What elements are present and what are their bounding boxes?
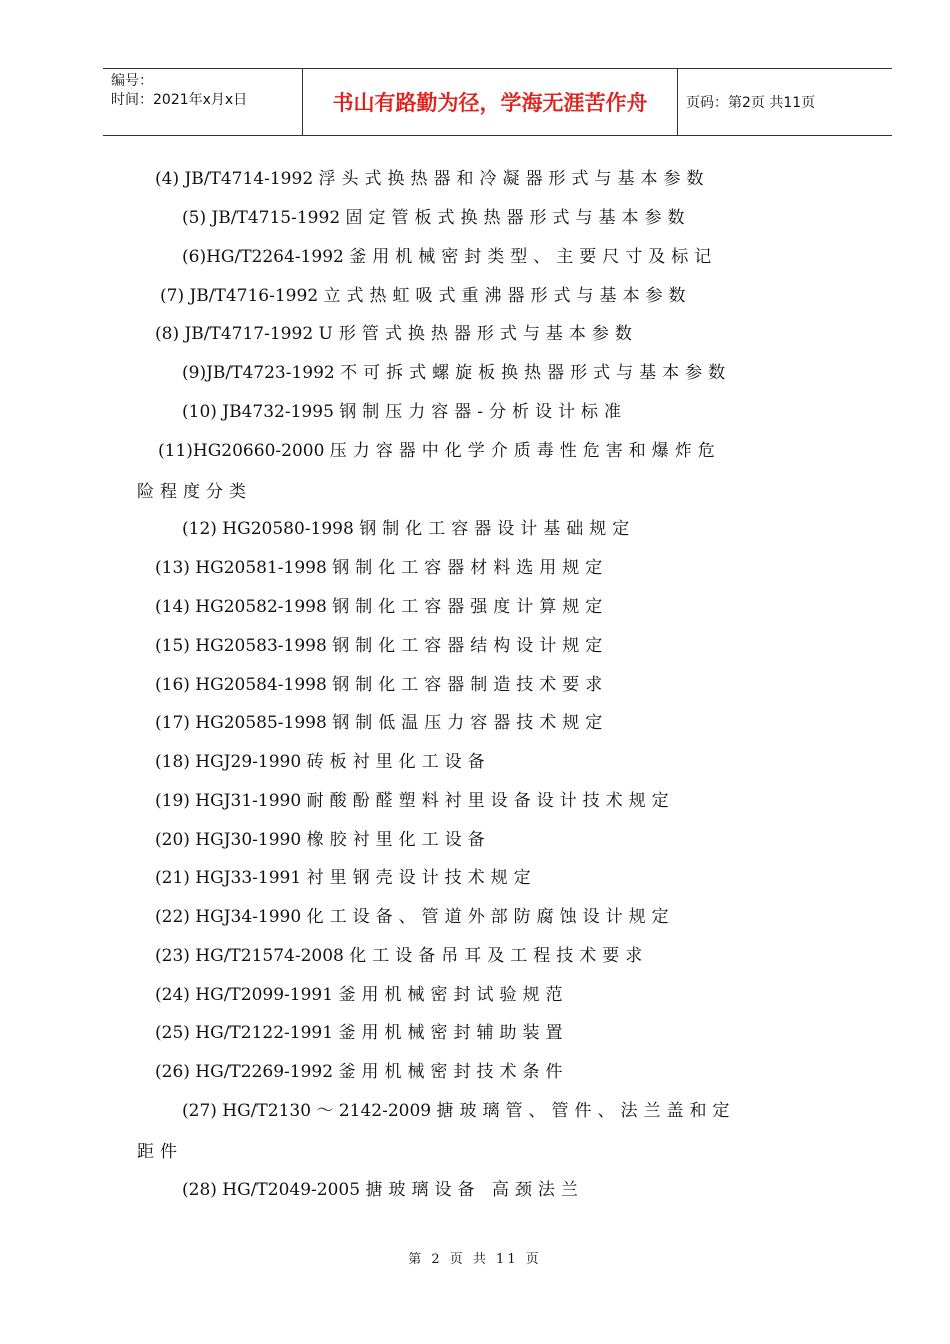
list-item <box>182 1179 584 1201</box>
header-page-info: 页码：第2页 共11页 <box>686 95 816 111</box>
list-item <box>182 362 731 384</box>
standard-title: 釜用机械密封技术条件 <box>338 1062 569 1082</box>
page-header <box>103 68 892 136</box>
standard-title: 砖板衬里化工设备 <box>306 752 491 772</box>
standard-code: (14) HG20582-1998 <box>155 597 327 617</box>
standard-title: 化工设备、管道外部防腐蚀设计规定 <box>306 907 675 927</box>
standard-code: (18) HGJ29-1990 <box>155 752 302 772</box>
standard-title: 浮头式换热器和冷凝器形式与基本参数 <box>318 169 710 189</box>
list-item <box>155 168 710 190</box>
standard-title-continuation: 险程度分类 <box>137 482 252 502</box>
list-item <box>155 1061 568 1083</box>
standard-code: (10) JB4732-1995 <box>182 402 334 422</box>
list-item <box>155 790 675 812</box>
list-item <box>155 323 638 345</box>
standard-code: (15) HG20583-1998 <box>155 636 327 656</box>
page-footer: 第 2 页 共 11 页 <box>408 1252 542 1267</box>
standard-title: 压力容器中化学介质毒性危害和爆炸危 <box>329 441 721 461</box>
standard-code: (5) JB/T4715-1992 <box>182 208 341 228</box>
standard-title: 耐酸酚醛塑料衬里设备设计技术规定 <box>306 791 675 811</box>
list-item <box>155 906 675 928</box>
standard-code: (17) HG20585-1998 <box>155 713 327 733</box>
list-item <box>155 635 608 657</box>
standard-title: 不可拆式螺旋板换热器形式与基本参数 <box>340 363 732 383</box>
standard-title: 搪玻璃管、管件、法兰盖和定 <box>436 1101 736 1121</box>
standard-title-continuation: 距件 <box>137 1142 183 1162</box>
list-item <box>160 285 692 307</box>
list-item <box>182 1100 736 1122</box>
standard-code: (7) JB/T4716-1992 <box>160 286 319 306</box>
standard-code: (4) JB/T4714-1992 <box>155 169 314 189</box>
standard-code: (21) HGJ33-1991 <box>155 868 302 888</box>
list-item <box>155 984 568 1006</box>
number-label: 编号： <box>111 73 153 89</box>
list-item-continuation <box>137 481 252 503</box>
standard-code: (9)JB/T4723-1992 <box>182 363 335 383</box>
standard-code: (12) HG20580-1998 <box>182 519 354 539</box>
list-item <box>155 674 608 696</box>
standard-title: 钢制化工容器设计基础规定 <box>359 519 636 539</box>
standard-code: (20) HGJ30-1990 <box>155 830 302 850</box>
standard-code: (8) JB/T4717-1992 <box>155 324 314 344</box>
standard-code: (6)HG/T2264-1992 <box>182 247 344 267</box>
list-item <box>155 867 537 889</box>
list-item <box>155 751 491 773</box>
standard-title: 固定管板式换热器形式与基本参数 <box>345 208 691 228</box>
list-item <box>155 596 608 618</box>
standard-title: 钢制低温压力容器技术规定 <box>332 713 609 733</box>
standard-title: 釜用机械密封试验规范 <box>338 985 569 1005</box>
list-item <box>182 401 627 423</box>
standard-code: (26) HG/T2269-1992 <box>155 1062 334 1082</box>
standard-code: (22) HGJ34-1990 <box>155 907 302 927</box>
header-meta <box>103 69 303 135</box>
standard-title: 钢制化工容器材料选用规定 <box>332 558 609 578</box>
list-item <box>158 440 721 462</box>
standard-title: 钢制压力容器-分析设计标准 <box>339 402 628 422</box>
standard-title: 钢制化工容器结构设计规定 <box>332 636 609 656</box>
list-item <box>155 712 608 734</box>
standard-title: 立式热虹吸式重沸器形式与基本参数 <box>323 286 692 306</box>
standard-title: 橡胶衬里化工设备 <box>306 830 491 850</box>
standard-code: (11)HG20660-2000 <box>158 441 325 461</box>
standard-title: 钢制化工容器制造技术要求 <box>332 675 609 695</box>
list-item <box>182 207 691 229</box>
standard-code: (25) HG/T2122-1991 <box>155 1023 334 1043</box>
list-item <box>155 945 648 967</box>
standard-code: (28) HG/T2049-2005 <box>182 1180 361 1200</box>
list-item <box>182 518 635 540</box>
standard-title: 搪玻璃设备 高颈法兰 <box>365 1180 584 1200</box>
list-item-continuation <box>137 1141 183 1163</box>
standard-title: 釜用机械密封辅助装置 <box>338 1023 569 1043</box>
header-motto: 书山有路勤为径，学海无涯苦作舟 <box>303 69 678 135</box>
time-label: 时间：2021年x月x日 <box>111 92 248 108</box>
standard-code: (16) HG20584-1998 <box>155 675 327 695</box>
standard-code: (13) HG20581-1998 <box>155 558 327 578</box>
list-item <box>155 829 491 851</box>
standard-title: 衬里钢壳设计技术规定 <box>306 868 537 888</box>
standard-title: 钢制化工容器强度计算规定 <box>332 597 609 617</box>
standard-code: (24) HG/T2099-1991 <box>155 985 334 1005</box>
standard-code: (19) HGJ31-1990 <box>155 791 302 811</box>
standard-title: 化工设备吊耳及工程技术要求 <box>349 946 649 966</box>
standard-code: (27) HG/T2130 ～ 2142-2009 <box>182 1101 432 1121</box>
list-item <box>155 1022 568 1044</box>
list-item <box>182 246 717 268</box>
list-item <box>155 557 608 579</box>
standard-title: U形管式换热器形式与基本参数 <box>318 324 638 344</box>
standard-code: (23) HG/T21574-2008 <box>155 946 344 966</box>
standard-title: 釜用机械密封类型、主要尺寸及标记 <box>349 247 718 267</box>
